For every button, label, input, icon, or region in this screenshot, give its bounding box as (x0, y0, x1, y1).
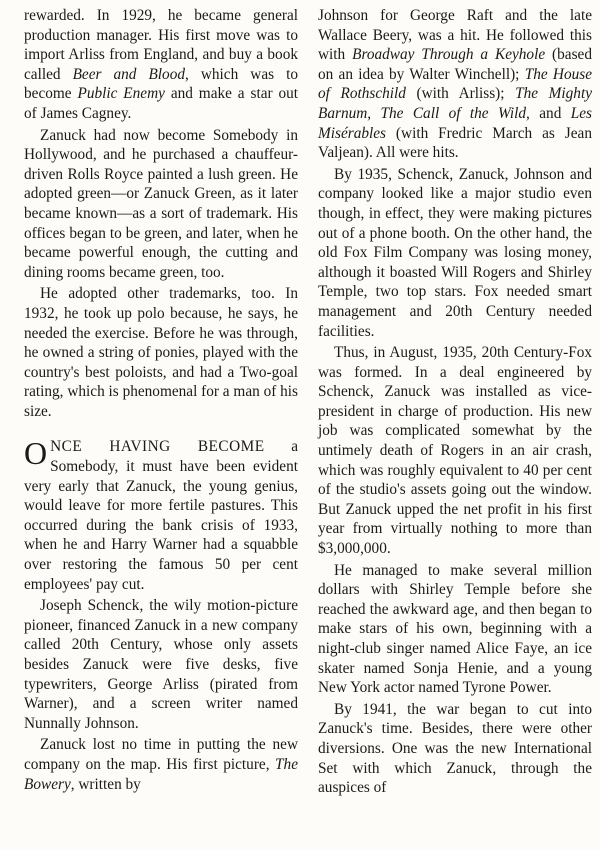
italic-title: The Mighty Barnum, The Call of the Wild, (318, 85, 592, 122)
paragraph: rewarded. In 1929, he became general production manager. His first move was to import Arliss from England, and buy a book called Beer and Blood, which was to become Public Enemy and make a star out of James Cagney. (24, 7, 299, 122)
italic-title: Beer and Blood (72, 65, 185, 83)
paragraph: He adopted other trademarks, too. In 1932, he took up polo because, he says, he needed the exercise. Before he was through, he owned a string of ponies, played with the country's best poloists, and had a Two-goal rating, which is phenomenal for a man of his size. (24, 285, 298, 420)
italic-title: Les Misérables (318, 104, 592, 142)
paragraph: He managed to make several million dollars with Shirley Temple before she reached the awkward age, and then began to make stars of his own, beginning with a night-club singer named Alice Faye, an ice skater named Sonja Henie, and a young New York actor named Tyrone Power. (318, 561, 592, 697)
italic-title: The House of Rothschild (318, 65, 592, 103)
paragraph-text: a Somebody, it must have been evident very early that Zanuck, the young genius, would leave for more fertile pastures. This occurred during the bank crisis of 1933, when he and Harry Warner had a squabble over restoring the famous 50 per cent employees' pay cut. (24, 438, 298, 593)
small-caps-lead: NCE HAVING BECOME (50, 438, 265, 456)
italic-title: Broadway Through a Keyhole (352, 46, 546, 64)
section-opening-paragraph (24, 437, 298, 594)
paragraph: Zanuck lost no time in putting the new company on the map. His first picture, The Bowery, written by (24, 736, 298, 793)
right-column (318, 6, 592, 850)
paragraph: By 1935, Schenck, Zanuck, Johnson and company looked like a major studio even though, in effect, they were making pictures out of a phone booth. On the other hand, the old Fox Film Company was losing money, although it boasted Will Rogers and Shirley Temple, two top stars. Fox needed smart management and 20th Century needed facilities. (318, 165, 592, 340)
paragraph: Joseph Schenck, the wily motion-picture pioneer, financed Zanuck in a new company called 20th Century, whose only assets besides Zanuck were five desks, five typewriters, George Arliss (pirated from Warner), and a screen writer named Nunnally Johnson. (24, 597, 298, 732)
paragraph: Johnson for George Raft and the late Wallace Beery, was a hit. He followed this with Broadway Through a Keyhole (based on an idea by Walter Winchell); The House of Rothschild (with Arliss); The Mighty Barnum, The Call of the Wild, and Les Misérables (with Fredric March as Jean Valjean). All were hits. (318, 7, 592, 162)
italic-title: The Bowery (24, 755, 298, 793)
paragraph: By 1941, the war began to cut into Zanuck's time. Besides, there were other diversions. One was the new International Set with which Zanuck, through the auspices of (318, 700, 592, 797)
paragraph: Zanuck had now become Somebody in Hollywood, and he purchased a chauffeur-driven Rolls Royce painted a lush green. He adopted green—or Zanuck Green, as it later became known—as a sort of trademark. His offices began to be green, and later, when he became powerful enough, the cutting and dining rooms became green, too. (24, 126, 298, 281)
drop-cap: O (24, 435, 48, 472)
paragraph: Thus, in August, 1935, 20th Century-Fox was formed. In a deal engineered by Schenck, Zanuck was installed as vice-president in charge of production. His new job was complicated somewhat by the untimely death of Rogers in an air crash, which was roughly equivalent to 40 per cent of the studio's assets going out the window. But Zanuck upped the net profit in his first year from virtually nothing to more than $3,000,000. (318, 344, 592, 558)
italic-title: Public Enemy (77, 85, 165, 103)
left-column (24, 6, 298, 850)
